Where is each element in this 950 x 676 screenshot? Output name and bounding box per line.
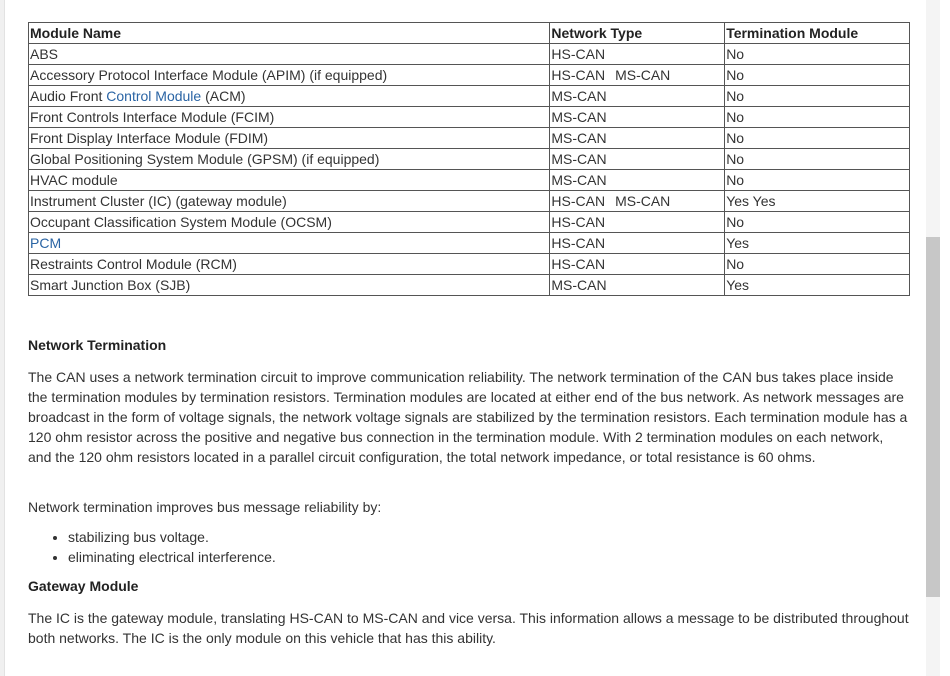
termination-module-cell: No — [725, 86, 910, 107]
module-name-text: Global Positioning System Module (GPSM) (if equipped) — [30, 151, 380, 167]
module-name-cell — [29, 86, 550, 107]
table-row — [29, 44, 910, 65]
module-name-cell — [29, 212, 550, 233]
network-type-primary: MS-CAN — [551, 277, 607, 293]
termination-module-cell: Yes — [725, 233, 910, 254]
termination-module-cell: No — [725, 149, 910, 170]
list-item: • eliminating electrical interference. — [68, 547, 928, 567]
termination-module-cell: No — [725, 254, 910, 275]
module-name-cell — [29, 254, 550, 275]
module-name-suffix: (ACM) — [201, 88, 246, 104]
table-row — [29, 128, 910, 149]
network-type-primary: HS-CAN — [551, 193, 606, 209]
table-row — [29, 254, 910, 275]
table-row — [29, 149, 910, 170]
network-type-primary: HS-CAN — [551, 67, 606, 83]
termination-module-cell: No — [725, 128, 910, 149]
module-name-text: Occupant Classification System Module (OCSM) — [30, 214, 332, 230]
termination-module-cell: Yes Yes — [725, 191, 910, 212]
network-type-cell — [550, 212, 725, 233]
network-type-primary: HS-CAN — [551, 46, 606, 62]
termination-module-cell: No — [725, 44, 910, 65]
module-name-text: Instrument Cluster (IC) (gateway module) — [30, 193, 287, 209]
network-type-cell — [550, 149, 725, 170]
network-type-primary: MS-CAN — [551, 109, 607, 125]
network-type-primary: HS-CAN — [551, 256, 606, 272]
gateway-module-paragraph: The IC is the gateway module, translating HS-CAN to MS-CAN and vice versa. This information allows a message to be distributed throughout both networks. The IC is the only module on this vehicle that has this ability. — [28, 610, 909, 646]
reliability-bullet-list — [28, 527, 928, 567]
module-name-text: Restraints Control Module (RCM) — [30, 256, 237, 272]
network-type-primary: MS-CAN — [551, 130, 607, 146]
module-name-cell — [29, 191, 550, 212]
network-type-secondary: MS-CAN — [615, 193, 671, 209]
network-type-cell — [550, 65, 725, 86]
table-row — [29, 275, 910, 296]
table-body — [29, 44, 910, 296]
module-name-text: Front Controls Interface Module (FCIM) — [30, 109, 275, 125]
network-type-cell — [550, 107, 725, 128]
network-type-primary: HS-CAN — [551, 214, 606, 230]
network-type-primary: HS-CAN — [551, 235, 606, 251]
network-termination-paragraph: The CAN uses a network termination circuit to improve communication reliability. The network termination of the CAN bus takes place inside the termination modules by termination resistors. Termination modules are located at either end of the bus network. As network messages are broadcast in the form of voltage signals, the network voltage signals are stabilized by the termination resistors. Each termination module has a 120 ohm resistor across the positive and negative bus connection in the termination module. With 2 termination modules on each network, and the 120 ohm resistors located in a parallel circuit configuration, the total network impedance, or total resistance is 60 ohms. — [28, 369, 908, 465]
network-type-cell — [550, 170, 725, 191]
module-network-table — [28, 22, 910, 296]
module-name-text: Front Display Interface Module (FDIM) — [30, 130, 269, 146]
module-name-cell — [29, 44, 550, 65]
termination-improves-intro: Network termination improves bus message reliability by: — [28, 499, 382, 515]
module-name-text: HVAC module — [30, 172, 118, 188]
left-frame-edge — [0, 0, 5, 676]
list-item: • stabilizing bus voltage. — [68, 527, 928, 547]
termination-module-cell: No — [725, 170, 910, 191]
module-name-cell — [29, 65, 550, 86]
termination-module-cell: No — [725, 65, 910, 86]
network-termination-heading: Network Termination — [28, 337, 167, 353]
network-type-primary: MS-CAN — [551, 88, 607, 104]
network-type-cell — [550, 275, 725, 296]
header-termination-module: Termination Module — [725, 23, 910, 44]
table-row — [29, 86, 910, 107]
table-row — [29, 233, 910, 254]
network-type-primary: MS-CAN — [551, 151, 607, 167]
vertical-scrollbar-thumb[interactable] — [926, 237, 940, 597]
module-name-cell — [29, 275, 550, 296]
module-name-text: Accessory Protocol Interface Module (APIM) (if equipped) — [30, 67, 388, 83]
module-name-text: Audio Front — [30, 88, 107, 104]
module-name-link[interactable]: PCM — [30, 235, 62, 251]
module-name-text: ABS — [30, 46, 59, 62]
table-row — [29, 212, 910, 233]
table-row — [29, 170, 910, 191]
network-type-cell — [550, 191, 725, 212]
module-name-text: Smart Junction Box (SJB) — [30, 277, 191, 293]
table-row — [29, 65, 910, 86]
network-type-cell — [550, 128, 725, 149]
table-row — [29, 191, 910, 212]
table-row — [29, 107, 910, 128]
header-module-name: Module Name — [29, 23, 550, 44]
network-type-cell — [550, 254, 725, 275]
gateway-module-heading: Gateway Module — [28, 578, 139, 594]
network-type-cell — [550, 233, 725, 254]
module-name-cell — [29, 149, 550, 170]
network-type-secondary: MS-CAN — [615, 67, 671, 83]
module-name-cell — [29, 233, 550, 254]
module-name-link[interactable]: Control Module — [106, 88, 202, 104]
module-name-cell — [29, 170, 550, 191]
termination-module-cell: No — [725, 107, 910, 128]
header-network-type: Network Type — [550, 23, 725, 44]
table-header-row — [29, 23, 910, 44]
termination-module-cell: No — [725, 212, 910, 233]
module-name-cell — [29, 107, 550, 128]
termination-module-cell: Yes — [725, 275, 910, 296]
network-type-cell — [550, 86, 725, 107]
module-name-cell — [29, 128, 550, 149]
network-type-cell — [550, 44, 725, 65]
network-type-primary: MS-CAN — [551, 172, 607, 188]
